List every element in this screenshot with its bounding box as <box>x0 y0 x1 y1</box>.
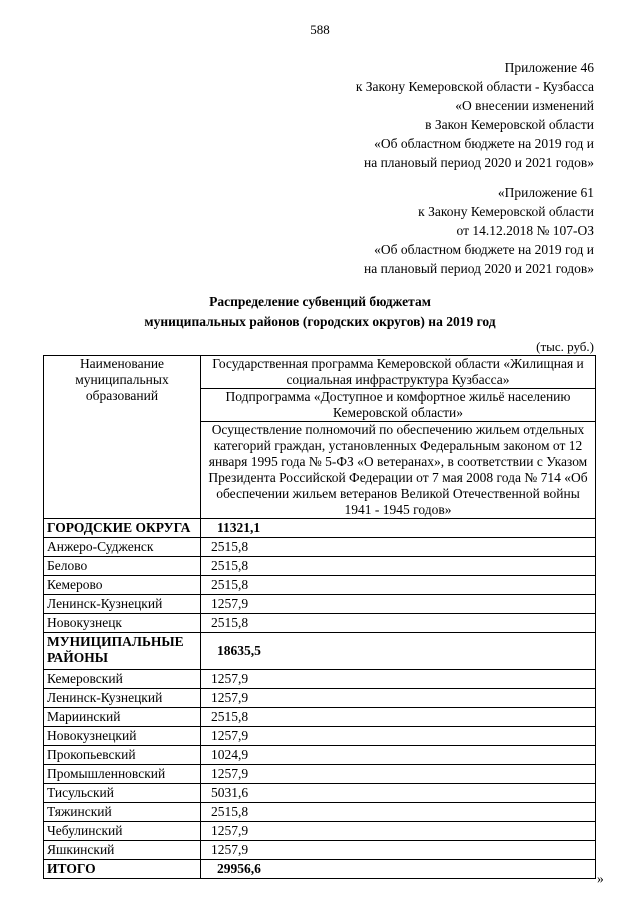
subvention-value: 5031,6 <box>201 784 596 803</box>
appendix-line: «Приложение 61 <box>497 185 594 200</box>
subvention-value: 2515,8 <box>201 557 596 576</box>
group-name: ГОРОДСКИЕ ОКРУГА <box>44 519 201 538</box>
table-row <box>44 746 596 765</box>
group-value: 11321,1 <box>201 519 596 538</box>
municipality-name: Прокопьевский <box>44 746 201 765</box>
municipality-name: Тисульский <box>44 784 201 803</box>
group-value: 18635,5 <box>201 633 596 670</box>
appendix-line: от 14.12.2018 № 107-ОЗ <box>456 223 594 238</box>
group-row-cities <box>44 519 596 538</box>
table-row <box>44 670 596 689</box>
subvention-value: 2515,8 <box>201 576 596 595</box>
subvention-value: 1257,9 <box>201 670 596 689</box>
municipality-name: Тяжинский <box>44 803 201 822</box>
appendix-line: на плановый период 2020 и 2021 годов» <box>363 155 594 170</box>
appendix-line: в Закон Кемеровской области <box>425 117 594 132</box>
subvention-value: 1257,9 <box>201 822 596 841</box>
municipality-name: Новокузнецкий <box>44 727 201 746</box>
municipality-name: Ленинск-Кузнецкий <box>44 689 201 708</box>
appendix-46-header <box>356 58 594 172</box>
header-subprogram: Подпрограмма «Доступное и комфортное жильё населению Кемеровской области» <box>201 389 596 422</box>
table-row <box>44 803 596 822</box>
subvention-value: 2515,8 <box>201 538 596 557</box>
appendix-line: Приложение 46 <box>504 60 594 75</box>
table-row <box>44 689 596 708</box>
appendix-line: на плановый период 2020 и 2021 годов» <box>363 261 594 276</box>
total-row <box>44 860 596 879</box>
municipality-name: Ленинск-Кузнецкий <box>44 595 201 614</box>
municipality-name: Анжеро-Судженск <box>44 538 201 557</box>
closing-quote: » <box>597 871 604 886</box>
table-row <box>44 708 596 727</box>
title-line-2: муниципальных районов (городских округов) на 2019 год <box>144 314 496 329</box>
municipality-name: Яшкинский <box>44 841 201 860</box>
appendix-line: «О внесении изменений <box>455 98 594 113</box>
subvention-value: 1257,9 <box>201 841 596 860</box>
subvention-value: 1024,9 <box>201 746 596 765</box>
municipality-name: Чебулинский <box>44 822 201 841</box>
table-row <box>44 765 596 784</box>
subvention-value: 2515,8 <box>201 614 596 633</box>
header-program: Государственная программа Кемеровской области «Жилищная и социальная инфраструктура Кузбасса» <box>201 356 596 389</box>
title-line-1: Распределение субвенций бюджетам <box>209 294 431 309</box>
table-row <box>44 822 596 841</box>
table-row <box>44 727 596 746</box>
table-row <box>44 784 596 803</box>
table-row <box>44 557 596 576</box>
municipality-name: Промышленновский <box>44 765 201 784</box>
municipality-name: Новокузнецк <box>44 614 201 633</box>
table-row <box>44 841 596 860</box>
municipality-name: Мариинский <box>44 708 201 727</box>
appendix-line: «Об областном бюджете на 2019 год и <box>374 242 594 257</box>
subvention-value: 1257,9 <box>201 727 596 746</box>
subvention-table <box>43 355 596 879</box>
group-row-districts <box>44 633 596 670</box>
subvention-value: 1257,9 <box>201 595 596 614</box>
total-name: ИТОГО <box>44 860 201 879</box>
table-row <box>44 576 596 595</box>
total-value: 29956,6 <box>201 860 596 879</box>
appendix-line: к Закону Кемеровской области - Кузбасса <box>355 79 594 94</box>
document-title <box>0 292 640 332</box>
subvention-value: 2515,8 <box>201 708 596 727</box>
table-row <box>44 538 596 557</box>
subvention-value: 1257,9 <box>201 765 596 784</box>
header-municipality: Наименование муниципальных образований <box>44 356 201 519</box>
page-number: 588 <box>310 22 330 37</box>
appendix-line: к Закону Кемеровской области <box>418 204 594 219</box>
unit-label: (тыс. руб.) <box>536 339 594 354</box>
appendix-61-header <box>364 183 594 278</box>
subvention-value: 1257,9 <box>201 689 596 708</box>
subvention-value: 2515,8 <box>201 803 596 822</box>
table-row <box>44 595 596 614</box>
header-row-program <box>44 356 596 389</box>
table-row <box>44 614 596 633</box>
municipality-name: Белово <box>44 557 201 576</box>
header-measure: Осуществление полномочий по обеспечению жильем отдельных категорий граждан, установленных Федеральным законом от 12 января 1995 года № 5-ФЗ «О ветеранах», в соответствии с Указом Президента Российской Федерации от 7 мая 2008 года № 714 «Об обеспечении жильем ветеранов Великой Отечественной войны 1941 - 1945 годов» <box>201 422 596 519</box>
group-name: МУНИЦИПАЛЬНЫЕ РАЙОНЫ <box>44 633 201 670</box>
appendix-line: «Об областном бюджете на 2019 год и <box>374 136 594 151</box>
municipality-name: Кемерово <box>44 576 201 595</box>
municipality-name: Кемеровский <box>44 670 201 689</box>
